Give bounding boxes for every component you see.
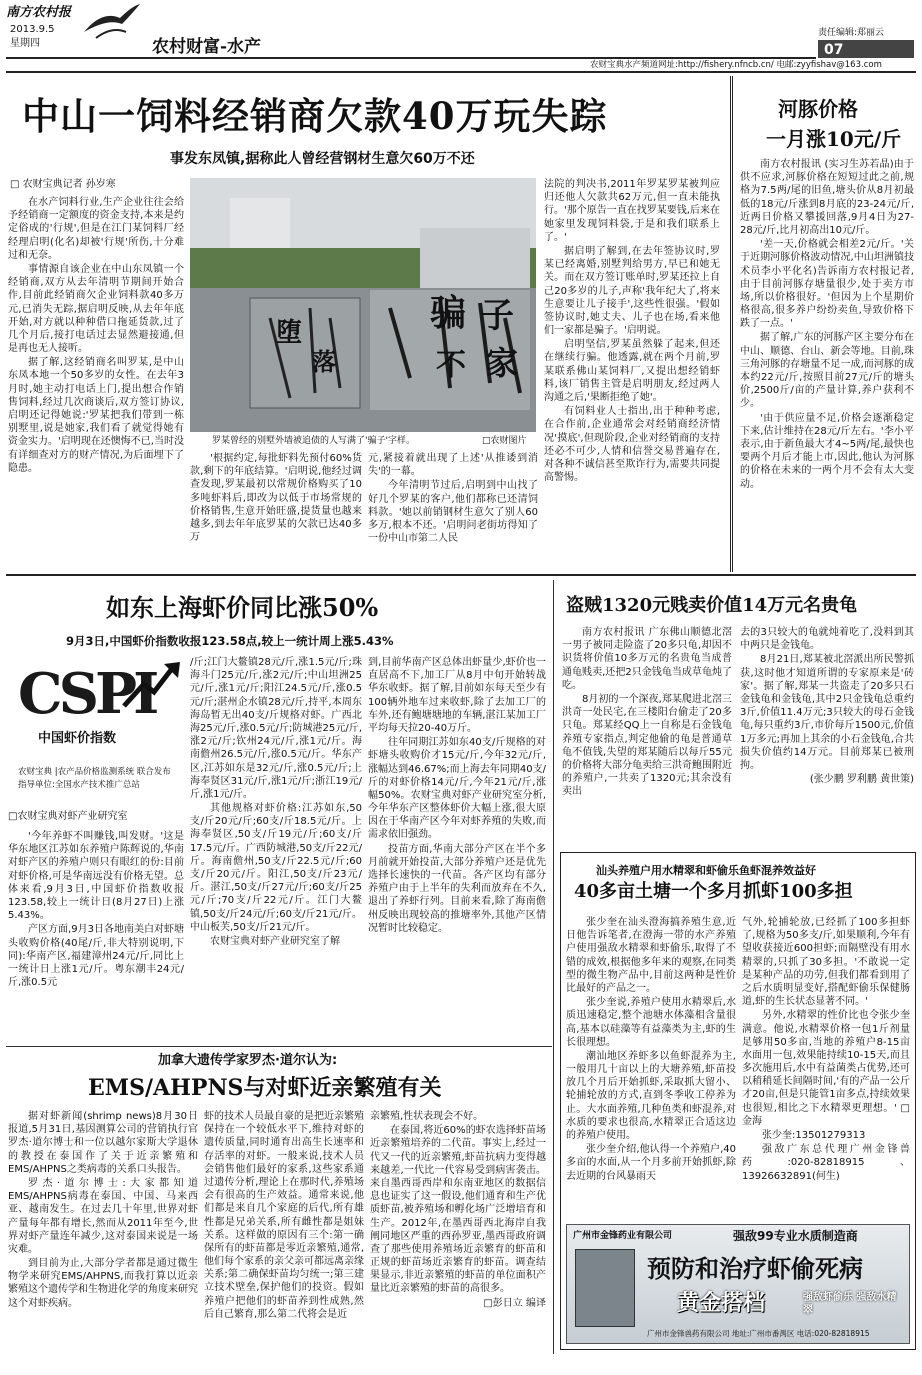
main-col-2	[190, 452, 362, 562]
turtle-col1-p1: 南方农村报讯 广东佛山顺德北滘一男子被同走险盗了20多只龟,却因不识货将价值10多万元的名贵龟当成普通龟贱卖,还把2只金钱龟当成草龟炖了吃。	[562, 627, 732, 691]
shrimp-col2-p1: /斤;江门大鳌镇28元/斤,涨1.5元/斤;珠海斗门25元/斤,涨2元/斤;中山坦洲25元/斤,涨1元/斤;阳江24.5元/斤,涨0.5元/斤;湛州企水镇28元/斤,持平,本周东海岛暂无出40支/斤规格对虾。广西北海25元/斤,涨0.5元/斤;防城港25元/斤,涨2元/斤;钦州24元/斤,涨1元/斤。海南儋州26.5元/斤,涨0.5元/斤。华东产区,江苏如东是32元/斤,涨0.5元/斤;上海奉贤区31元/斤,涨1元/斤;浙江19元/斤,涨1元/斤。	[190, 657, 362, 800]
graffiti-char-5: 落	[312, 347, 336, 376]
jinfeng-advertisement	[566, 1224, 910, 1344]
section-title: 农村财富-水产	[152, 37, 262, 57]
shantou-col-1	[566, 916, 736, 1218]
shrimp-col1-p1: '今年养虾不叫赚钱,叫发财。'这是华东地区江苏如东养殖户陈辉说的,华南对虾产区的养殖户则只有眼红的份:目前对虾价格,可是华南远没有价格无望。总体来看,9月3日,中国虾价指数收报123.58,较上一统计日(8月27日)上涨5.43%。	[8, 831, 184, 922]
graffiti-photo	[190, 178, 536, 432]
graffiti-char-4: 堕	[276, 318, 303, 348]
ems-col-1	[8, 1110, 198, 1364]
ems-col2-p1: 虾的技术人员最自豪的是把近亲繁殖保持在一个较低水平下,维持对虾的遗传质量,同时通育出高生长速率和存活率的对虾。一般来说,技术人员会销售他们最好的家系,这些家系通过遗传分析,理论上在那时代,养殖场会有很高的生产效益。通常来说,他们都是来自几个家庭的后代,所有雄性都是兄弟关系,所有雌性都是姐妹关系。这样做的原因有三个:第一确保所有的虾苗都是零近亲繁殖,通常,他们每个家系的亲父亲可都远离亲缘关系;第二确保虾苗均匀统一;第三建立技术壁垒,保护他们的投资。假如养殖户把他们的虾苗养到性成熟,然后自己繁育,那么第二代将会是近	[204, 1111, 364, 1320]
ad-slogan-prevent: 预防和治疗虾偷死病	[647, 1254, 863, 1283]
puffer-p1: 南方农村报讯 (实习生苏若晶)由于供不应求,河豚价格在短短过此之前,规格为7.5两/尾的旧鱼,塘头价从8月初最低的18元/斤涨到8月底的23-24元/斤,近两日价格又攀援回落,9月4日为27-28元/斤,比月初高出10元/斤。	[740, 159, 914, 236]
turtle-col1-p2: 8月初的一个深夜,郑某爬进北滘三洪奇一处民宅,在三楼阳台偷走了20多只龟。郑某经QQ上一自称是石金钱龟养殖专家指点,判定他偷的龟是普通草龟不值钱,失望的郑某随后以每斤55元的价格将大部分龟卖给三洪奇鲍围附近的养殖户,一共卖了1320元;其余没有卖出	[562, 693, 732, 798]
main-col3-p1: 元,紧接着就出现了上述'从推诿到消失'的一幕。	[368, 453, 538, 478]
shantou-col2-p2: 另外,水精翠的性价比也令张少奎满意。他说,水精翠价格一包1斤剂量足够用50多亩,当地的养殖户8-15亩水面用一包,效果能持续10-15天,而且多次施用后,水中有益菌类占优势,还可以稍稍延长间隔时间,'有的产品一公斤才20亩,但是只能管1亩多点,持续效果也很短,相比之下水精翠更理想。' □金海	[742, 1010, 910, 1127]
turtle-col2-p2: 8月21日,郑某被北滘派出所民警抓获,这时他才知道所谓的专家原来是'砖家'。据了解,郑某一共盗走了20多只石金钱龟和金钱龟,其中2只金钱龟总重约3斤,价值11.4万元;3只较大的母石金钱龟,每只重约3斤,市价每斤1500元,价值1万多元;再加上其余的小石金钱龟,合共损失价值约14万元。目前郑某已被刑拘。	[740, 654, 914, 771]
ad-footer: 广州市金锋兽药有限公司 地址:广州市番禺区 电话:020-82818915	[647, 1329, 870, 1338]
main-col4-p3: 启明坚信,罗某虽然躲了起来,但还在继续行骗。他透露,就在两个月前,罗某联系佛山某饲料厂,又提出想经销虾料,该厂销售主管是启明朋友,经过两人沟通之后,'果断拒绝了她'。	[544, 339, 720, 403]
turtle-col2-p3: (张少鹏 罗利鹏 黄世策)	[809, 774, 914, 786]
puffer-p4: '由于供应量不足,价格会逐渐稳定下来,估计维持在28元/斤左右。'李小平表示,由于新鱼最大才4~5两/尾,最快也要两个月后才能上市,因此,他认为河豚的价格在未来的一两个月不会有太大变动。	[740, 412, 914, 490]
cspi-logo-text: CSPI	[18, 661, 156, 727]
shrimp-byline: □农财宝典对虾产业研究室	[8, 811, 128, 822]
trend-arrow-icon	[122, 660, 182, 710]
shantou-col2-p4: 强敌广东总代理广州金锋兽药:020-82818915、13926632891(何生)	[742, 1144, 910, 1182]
shrimp-subheadline: 9月3日,中国虾价指数收报123.58点,较上一统计周上涨5.43%	[66, 634, 394, 648]
ems-col-3	[370, 1110, 546, 1364]
shantou-col1-p4: 张少奎介绍,他认得一个养殖户,40多亩的水面,从一个月多前开始抓虾,除去近期的台风暴雨天	[566, 1144, 736, 1182]
puffer-headline-1: 河豚价格	[778, 97, 858, 121]
shantou-col2-p1: 气外,轮捕轮放,已经抓了100多担虾了,规格为50多支/斤,如果顺利,今年有望收获接近600担虾;而隔壁没有用水精翠的,只抓了30多担。'不敢说一定是某种产品的功劳,但我们都看到用了之后水质明显变好,搭配虾偷乐保健肠道,虾的生长状态显著不同。'	[742, 917, 910, 1008]
photo-caption: 罗某曾经的别墅外墙被追债的人写满了'骗子'字样。	[212, 436, 415, 446]
ems-col1-p2: 罗杰·道尔博士:大家都知道EMS/AHPNS病毒在泰国、中国、马来西亚、越南发生。在过去几十年里,世界对虾产量每年都有增长,然而从2011年至今,世界对虾产量连年减少,这对泰国来说是一场灾难。	[8, 1177, 198, 1255]
cspi-logo-caption: 中国虾价指数	[38, 731, 117, 746]
shantou-kicker: 汕头养殖户用水精翠和虾偷乐鱼虾混养效益好	[596, 864, 816, 877]
ad-company-name: 广州市金锋药业有限公司	[573, 1231, 673, 1241]
ems-kicker: 加拿大遗传学家罗杰·道尔认为:	[158, 1053, 338, 1068]
main-byline: □ 农财宝典记者 孙岁寒	[10, 179, 116, 190]
main-col-1	[8, 196, 184, 562]
main-col-3	[368, 452, 538, 562]
shantou-col1-p3: 潮汕地区养虾多以鱼虾混养为主,一般用几十亩以上的大塘养殖,虾苗投放几个月后开始抓虾,采取抓大留小、轮捕轮放的方式,直到冬季收工停养为止。大水面养殖,几种鱼类和虾混养,对水质的要求也很高,水精翠正合适这边的养殖户使用。	[566, 1050, 736, 1141]
puffer-p3: 据了解,广东的河豚产区主要分布在中山、顺德、台山、新会等地。目前,珠三角河豚的存塘量不足一成,而河豚的成本约22元/斤,按照目前27元/斤的塘头价,2500斤/亩的产量计算,养户获利不少。	[740, 332, 914, 410]
graffiti-char-1: 骗	[430, 292, 467, 334]
turtle-col-2	[740, 626, 914, 848]
shrimp-headline: 如东上海虾价同比涨50%	[106, 593, 379, 622]
shantou-col-2	[742, 916, 910, 1218]
turtle-col2-p1: 去的3只较大的龟就炖着吃了,没料到其中两只是金钱龟。	[740, 627, 914, 652]
cspi-logo-note: 农财宝典 |农产品价格监测系统 联合发布 指导单位:全国水产技术推广总站	[18, 767, 171, 790]
ad-slogan-products: 强敌虾偷乐 强敌水精翠	[803, 1292, 897, 1317]
ems-col-2	[204, 1110, 364, 1364]
main-col4-p1: 法院的判决书,2011年罗某罗某被判应归还他人欠款共62万元,但一直未能执行。'那个原告一直在找罗某要钱,后来在她家里发现饲料袋,于是和我们联系上了。'	[544, 179, 720, 243]
graffiti-char-2: 子	[480, 296, 514, 336]
issue-date: 2013.9.5	[10, 24, 55, 35]
main-col1-p2: 事情源自该企业在中山东凤镇一个经销商,双方从去年清明节期间开始合作,目前此经销商欠企业饲料款40多万元,已消失无踪,据启明反映,从去年年底开始,对方就以种种借口拖延货款,过了几个月后,接打电话过去显然避接通,但是再也无人接听。	[8, 263, 184, 355]
shantou-col1-p1: 张少奎在汕头澄海搞养殖生意,近日他告诉笔者,在澄海一带的水产养殖户使用强敌水精翠和虾偷乐,取得了不错的成效,根据他多年来的观察,在同类型的微生物产品中,目前这两种是性价比最好的产品之一。	[566, 917, 736, 994]
ems-col3-p2: 在泰国,将近60%的虾农选择虾苗场近亲繁殖培养的二代苗。事实上,经过一代又一代的近亲繁殖,虾苗抗病力变得越来越差,一代比一代容易受到病害袭击。来自墨西哥西岸和东南亚地区的数据信息也证实了这一假设,他们通育和生产优质虾苗,被养殖场和孵化场广泛增培育和生产。2012年,在墨西哥西北海岸自我阐同地区严重的西孙罗亚,墨西哥政府调查了那些使用养殖场近亲繁育的虾苗和正规的虾苗场近亲繁育的虾苗。调查结果显示,非近亲繁殖的虾苗的单位面积产量比近亲繁殖的虾苗的高很多。	[370, 1125, 546, 1295]
main-col1-p3: 据了解,这经销商名叫罗某,是中山东凤本地一个50多岁的女性。在去年3月时,她主动打电话上门,提出想合作销售饲料,经过几次商谈后,双方签订协议,启明还记得她说:'罗某把我们带到一栋别墅里,说是她家,我们看了就觉得她有资金实力。'启明现在还懊悔不已,当时没有详细查对方的财产情况,为后面埋下了隐患。	[8, 357, 184, 474]
ad-slogan-main: 强敌99专业水质制造商	[733, 1229, 858, 1243]
shrimp-col2-p3: 农财宝典对虾产业研究室了解	[210, 935, 340, 947]
editor-credit: 责任编辑:郑丽云	[818, 28, 885, 38]
main-col3-p2: 今年清明节过后,启明到中山找了好几个罗某的客户,他们都称已还清饲料款。'她以前销钢材生意欠了别人60多万,根本不还。'启明问老街坊得知了一份中山市第二人民	[368, 480, 538, 545]
shantou-col2-p3: 张少奎:13501279313	[762, 1130, 866, 1141]
shantou-headline: 40多亩土塘一个多月抓虾100多担	[574, 881, 853, 902]
ems-col1-p1: 据对虾新闻(shrimp news)8月30日报道,5月31日,基因测算公司的营销执行官罗杰·道尔博士和一位以越尔家斯大学退休的教授在泰国作了关于近亲繁殖和EMS/AHPNS之类病毒的关系口头报告。	[8, 1111, 198, 1175]
puffer-headline-2: 一月涨10元/斤	[766, 127, 902, 151]
swallow-icon	[82, 2, 142, 42]
main-headline: 中山一饲料经销商欠款40万玩失踪	[22, 94, 608, 138]
main-col-4	[544, 178, 720, 562]
paper-name: 南方农村报	[6, 5, 72, 20]
main-subheadline: 事发东凤镇,据称此人曾经营钢材生意欠60万不还	[170, 151, 475, 167]
main-col4-p4: 有饲料业人士指出,出于种种考虑,在合作前,企业通常会对经销商经济情况'摸底',但现阶段,企业对经销商的支持还必不可少,人情和信誉交易普遍存在,对各种不诚信甚至欺诈行为,需要共同提高警惕。	[544, 406, 720, 484]
issue-weekday: 星期四	[10, 38, 40, 49]
turtle-col-1	[562, 626, 732, 848]
ad-slogan-partner: 黄金搭档	[677, 1290, 766, 1316]
main-col2-p1: '根据约定,每批虾料先预付60%货款,剩下的年底结算。'启明说,他经过调查发现,罗某最初以常规价格购买了10多吨虾料后,即改为以低于市场常规的价格销售,生意开始旺盛,提货量也越来越多,到去年年底罗某的欠款已达40多万	[190, 453, 362, 544]
photo-credit: □农财图片	[482, 436, 527, 446]
shrimp-col2-p2: 其他规格对虾价格:江苏如东,50支/斤20元/斤;60支/斤18.5元/斤。上海奉贤区,50支/斤19元/斤;60支/斤17.5元/斤。广西防城港,50支/斤22元/斤。海南儋州,50支/斤22.5元/斤;60支/斤20元/斤。阳江,50支/斤23元/斤。湛江,50支/斤27元/斤;60支/斤25元/斤;70支/斤22元/斤。江门大鳌镇,50支/斤24元/斤;60支/斤21元/斤。中山板芙,50支/斤21元/斤。	[190, 803, 362, 933]
shrimp-col3-p3: 投苗方面,华南大部分产区在半个多月前就开始投苗,大部分养殖户还是优先选择长速快的一代苗。各产区均有部分养殖户由于上半年的失利而放弃在不久,退出了养虾行列。目前来看,除了海南儋州反映出现较高的推塘率外,其他产区情况暂时比较稳定。	[368, 843, 546, 934]
main-col1-p1: 在水产饲料行业,生产企业往往会给予经销商一定额度的资金支持,本来是约定俗成的'行规',但是在江门某饲料厂经经理启明(化名)却被'行规'所伤,十分难过和无奈。	[8, 197, 184, 261]
shrimp-col1-p2: 产区方面,9月3日各地南美白对虾塘头收购价格(40尾/斤,非大特别说明,下同):华南产区,福建漳州24元/斤,同比上一统计日上涨1元/斤。粤东潮丰24元/斤,涨0.5元	[8, 924, 184, 989]
turtle-headline: 盗贼1320元贱卖价值14万元名贵龟	[566, 595, 858, 616]
graffiti-char-3: 家	[486, 344, 519, 382]
ems-headline: EMS/AHPNS与对虾近亲繁殖有关	[88, 1075, 442, 1101]
contact-line: 农财宝典水产频道网址:http://fishery.nfncb.cn/ 电邮:zyyfishav@163.com	[590, 60, 882, 70]
shrimp-col-1	[8, 830, 184, 1046]
page-number-badge	[818, 40, 914, 58]
graffiti-char-6: 不	[436, 348, 466, 383]
shrimp-col3-p2: 往年同期江苏如东40支/斤规格的对虾塘头收购价才15元/斤,今年32元/斤,涨幅达到46.67%;而上海去年同期40支/斤的对虾价格14元/斤,今年21元/斤,涨幅50%。农财宝典对虾产业研究室分析,今年华东产区整体虾价大幅上涨,很大原因在于华南产区今年对虾养殖的失败,而需求依旧强劲。	[368, 737, 546, 841]
shrimp-col-3	[368, 656, 546, 1046]
main-col4-p2: 据启明了解到,在去年签协议时,罗某已经离婚,别墅判给男方,早已和她无关。而在双方签订账单时,罗某还拉上自己20多岁的儿子,声称'我年纪大了,将来生意要让儿子接手',这些性很强。'假如签协议时,她丈夫、儿子也在场,看来他们一家都是骗子。'启明说。	[544, 245, 720, 337]
shantou-col1-p2: 张少奎说,养殖户使用水精翠后,水质迅速稳定,整个池塘水体藻相含量很高,基本以硅藻等有益藻类为主,虾的生长很理想。	[566, 997, 736, 1048]
ems-col3-p3: □彭日立 编译	[483, 1297, 546, 1309]
cspi-logo-box	[8, 656, 184, 810]
puffer-body	[740, 158, 914, 564]
shrimp-col-2	[190, 656, 362, 1046]
ad-product-box	[575, 1249, 635, 1327]
puffer-p2: '差一天,价格就会相差2元/斤。'关于近期河豚价格波动情况,中山坦洲镇技术员李小平化名)告诉南方农村报记者,由于目前河豚存塘量很少,处于卖方市场,所以价格很好。'但因为上个星期价格很高,很多养户纷纷卖鱼,导致价格下跌了一点。'	[740, 239, 914, 330]
ems-col1-p3: 到目前为止,大部分学者都是通过微生物学来研究EMS/AHPNS,而我打算以近亲繁殖这个遗传学和生物进化学的角度来研究这个对虾疾病。	[8, 1258, 198, 1309]
shrimp-col3-p1: 到,目前华南产区总体出虾量少,虾价也一直居高不下,加工厂从8月中旬开始转战华东收虾。据了解,目前如东每天至少有100辆外地车过来收虾,除了去加工厂的车外,还有鲍塘塘地的车辆,湛江某加工厂平均每天拉20-40万斤。	[368, 657, 546, 734]
page-number: 07	[824, 42, 844, 58]
ems-col3-p1: 亲繁殖,性状表现会不好。	[370, 1111, 484, 1122]
masthead	[0, 0, 922, 70]
